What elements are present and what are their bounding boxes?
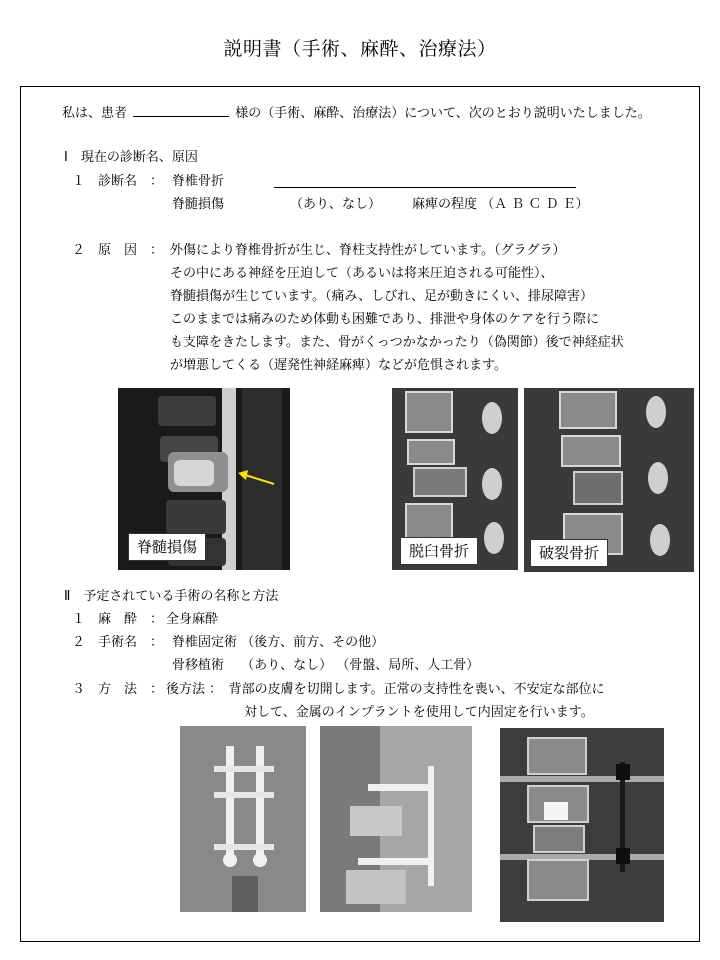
diagnosis-value: 脊椎骨折	[172, 174, 225, 189]
injury-option: （あり、なし）	[290, 197, 382, 212]
section1-heading: Ⅰ 現在の診断名、原因	[64, 150, 198, 165]
intro-line	[62, 104, 651, 122]
cause-line: 外傷により脊椎骨折が生じ、脊柱支持性がしています。（グラグラ）	[170, 243, 566, 258]
cause-line: が増悪してくる（遅発性神経麻痺）などが危惧されます。	[170, 358, 507, 373]
cause-line: 脊髄損傷が生じています。（痛み、しびれ、足が動きにくい、排尿障害）	[170, 289, 594, 304]
method-label: ３ 方 法 ：	[72, 682, 164, 697]
ct-postop-fixation-image	[500, 728, 664, 922]
xray-lateral-fixation-image	[320, 726, 472, 912]
surgery-line: 骨移植術 （あり、なし） （骨盤、局所、人工骨）	[172, 658, 480, 673]
cause-line: その中にある神経を圧迫して（あるいは将来圧迫される可能性）、	[170, 266, 554, 281]
caption-spinal-cord-injury: 脊髄損傷	[128, 533, 206, 561]
cause-line: このままでは痛みのため体動も困難であり、排泄や身体のケアを行う際に	[170, 312, 600, 327]
surgery-label: ２ 手術名 ：	[72, 635, 164, 650]
cause-line: も支障をきたします。また、骨がくっつかなかったり（偽関節）後で神経症状	[170, 335, 624, 350]
caption-burst-fracture: 破裂骨折	[530, 539, 608, 567]
paralysis-grade: 麻痺の程度 （Ａ Ｂ Ｃ Ｄ Ｅ）	[412, 197, 589, 212]
diagnosis-blank-line[interactable]	[274, 187, 576, 188]
anesthesia-value: 全身麻酔	[166, 612, 219, 627]
surgery-line: 脊椎固定術 （後方、前方、その他）	[172, 635, 385, 650]
caption-dislocation-fracture: 脱臼骨折	[400, 537, 478, 565]
intro-after: 様の（手術、麻酔、治療法）について、次のとおり説明いたしました。	[235, 106, 651, 121]
anesthesia-label: １ 麻 酔 ：	[72, 612, 164, 627]
injury-label: 脊髄損傷	[172, 197, 225, 212]
cause-label: ２ 原 因 ：	[72, 243, 164, 258]
diagnosis-label: １ 診断名 ：	[72, 174, 164, 189]
xray-ap-fixation-image	[180, 726, 306, 912]
patient-name-blank[interactable]	[133, 104, 229, 117]
method-line: 後方法 ： 背部の皮膚を切開します。正常の支持性を喪い、不安定な部位に	[166, 682, 605, 697]
document-title: 説明書（手術、麻酔、治療法）	[223, 38, 497, 60]
method-line: 対して、金属のインプラントを使用して内固定を行います。	[244, 705, 594, 720]
intro-before: 私は、患者	[62, 106, 128, 121]
section2-heading: Ⅱ 予定されている手術の名称と方法	[64, 589, 279, 604]
